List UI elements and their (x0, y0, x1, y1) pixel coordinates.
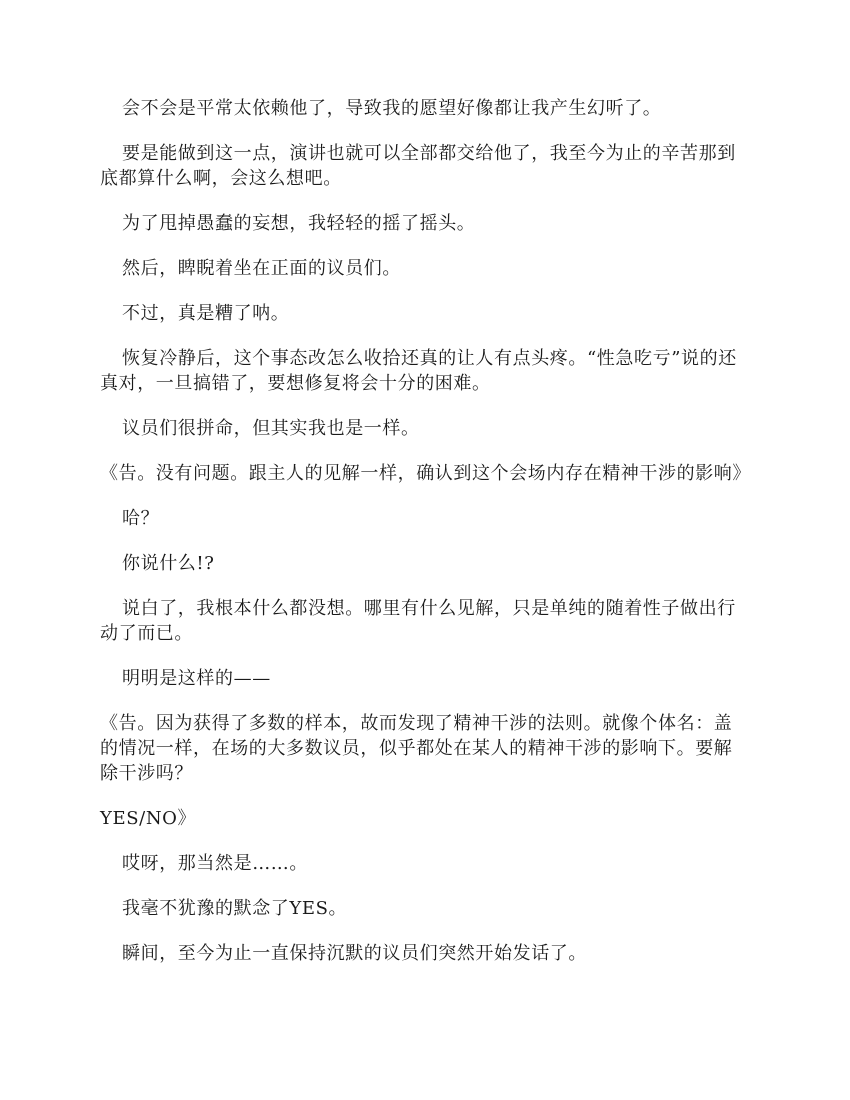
paragraph-15: 哎呀，那当然是……。 (122, 853, 308, 874)
paragraph-14: YES/NO》 (100, 808, 197, 829)
paragraph-3: 为了甩掉愚蠢的妄想，我轻轻的摇了摇头。 (122, 213, 476, 234)
paragraph-6: 恢复冷静后，这个事态改怎么收拾还真的让人有点头疼。“性急吃亏”说的还真对，一旦搞错了，要想修复将会十分的困难。 (100, 348, 737, 394)
paragraph-5: 不过，真是糟了呐。 (122, 303, 290, 324)
paragraph-10: 你说什么!? (122, 553, 215, 574)
paragraph-2: 要是能做到这一点，演讲也就可以全部都交给他了，我至今为止的辛苦那到底都算什么啊，会这么想吧。 (100, 143, 736, 189)
paragraph-17: 瞬间，至今为止一直保持沉默的议员们突然开始发话了。 (122, 943, 587, 964)
paragraph-9: 哈？ (122, 508, 160, 529)
paragraph-8: 《告。没有问题。跟主人的见解一样，确认到这个会场内存在精神干涉的影响》 (100, 463, 751, 484)
paragraph-13: 《告。因为获得了多数的样本，故而发现了精神干涉的法则。就像个体名：盖的情况一样，在场的大多数议员，似乎都处在某人的精神干涉的影响下。要解除干涉吗？ (100, 713, 733, 784)
paragraph-4: 然后，睥睨着坐在正面的议员们。 (122, 258, 401, 279)
document-page (100, 96, 751, 986)
paragraph-1: 会不会是平常太依赖他了，导致我的愿望好像都让我产生幻听了。 (122, 98, 662, 119)
paragraph-7: 议员们很拼命，但其实我也是一样。 (122, 418, 420, 439)
paragraph-16: 我毫不犹豫的默念了YES。 (122, 898, 348, 919)
paragraph-11: 说白了，我根本什么都没想。哪里有什么见解，只是单纯的随着性子做出行动了而已。 (100, 598, 736, 644)
paragraph-12: 明明是这样的—— (122, 668, 271, 689)
